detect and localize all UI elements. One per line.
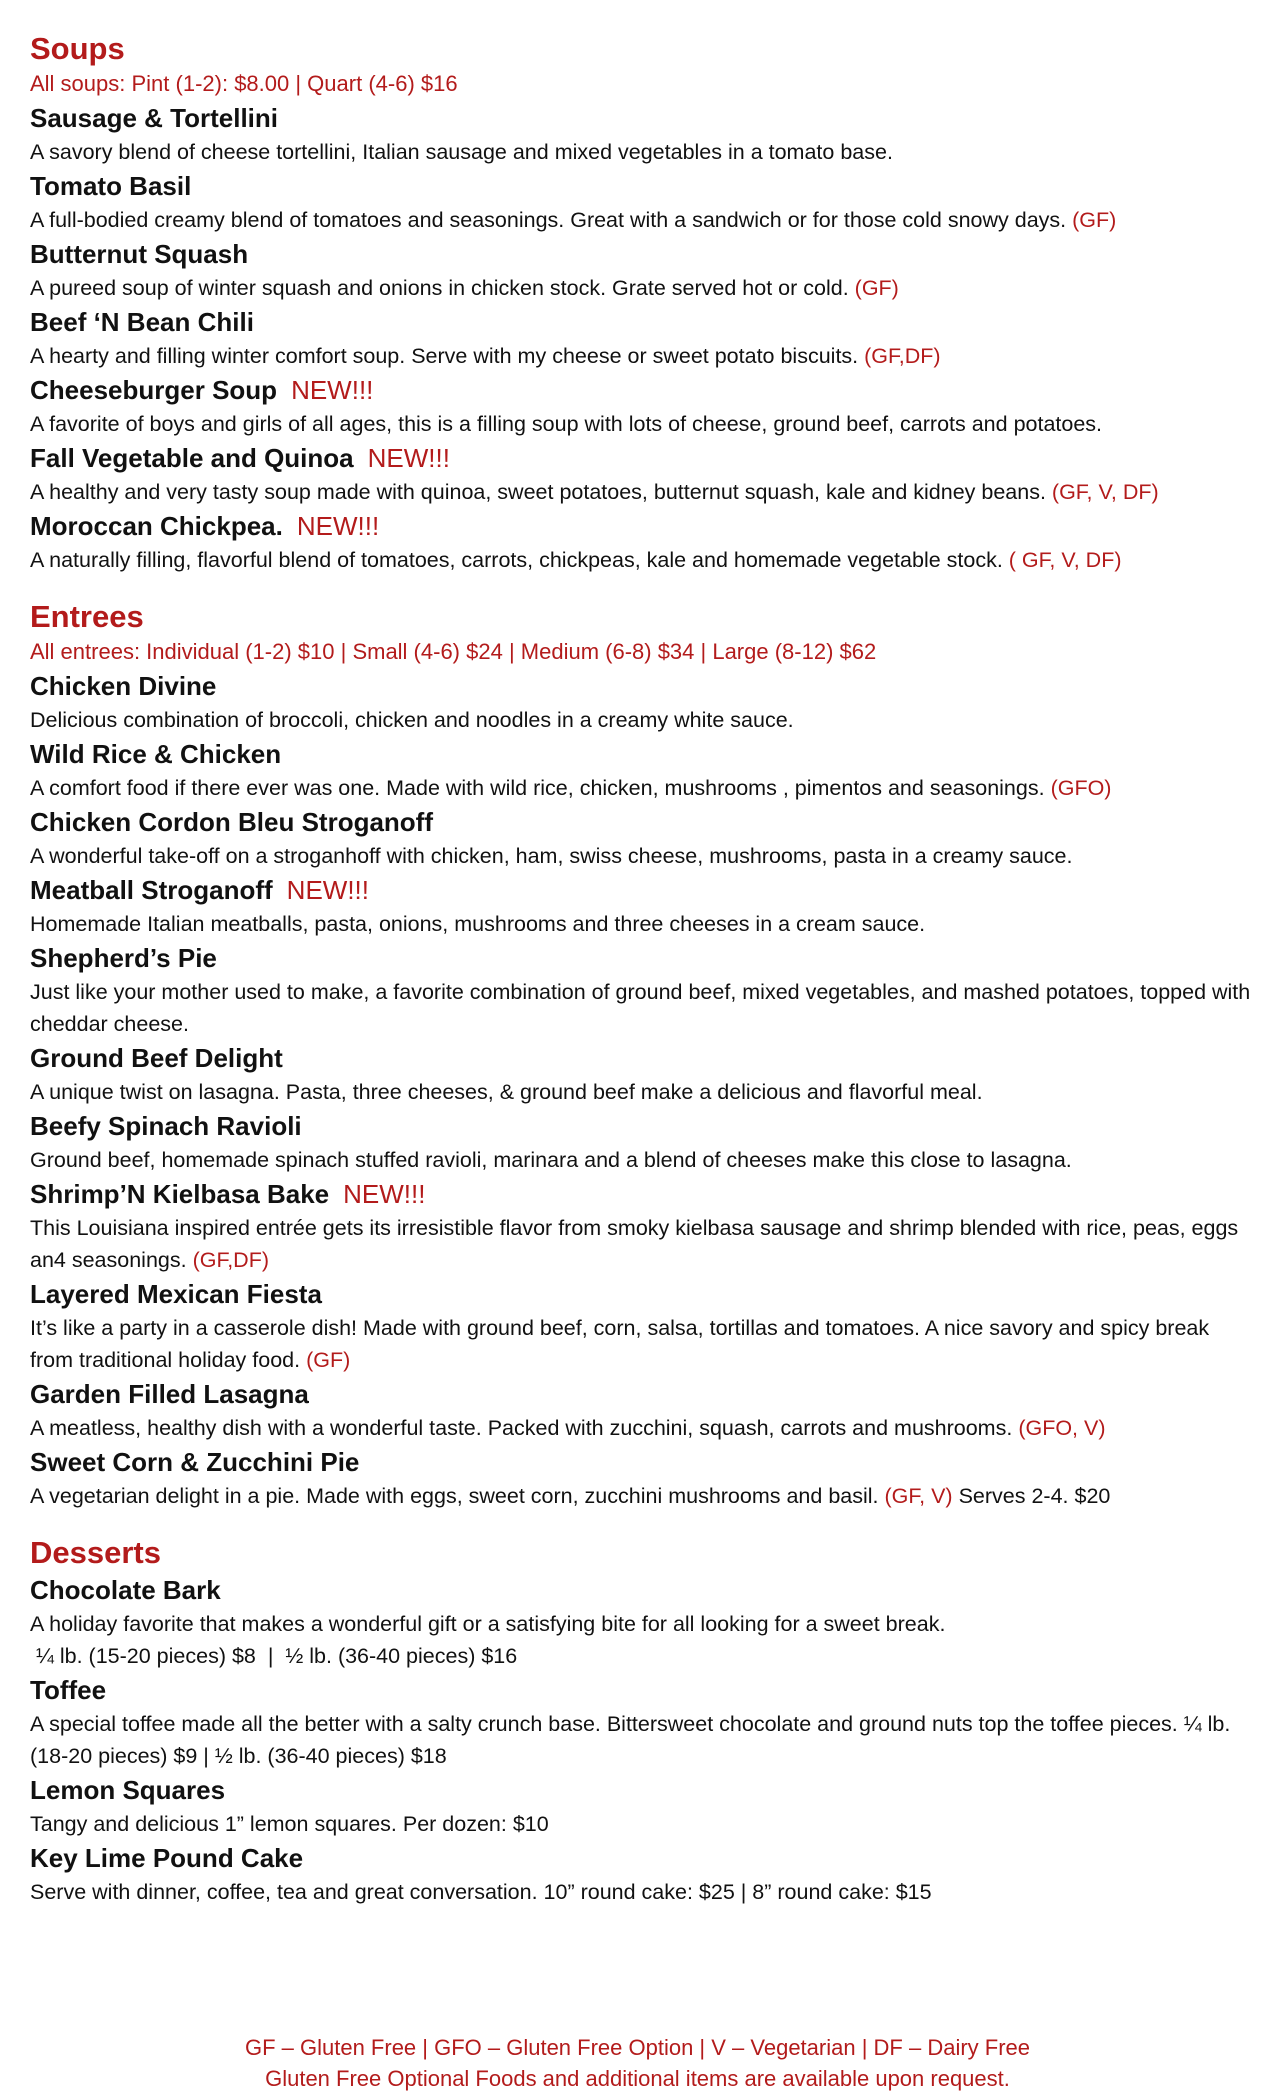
menu-item [30,304,1255,372]
item-name-row [30,736,1255,772]
item-description: A unique twist on lasagna. Pasta, three cheeses, & ground beef make a delicious and flavorful meal. [30,1080,983,1104]
item-name-row [30,1444,1255,1480]
item-name-row [30,1376,1255,1412]
new-badge: NEW!!! [343,1179,426,1209]
item-description-row [30,1076,1255,1108]
item-name: Shepherd’s Pie [30,943,217,973]
new-badge: NEW!!! [296,511,380,541]
item-name: Cheeseburger Soup [30,375,278,405]
item-description: Just like your mother used to make, a favorite combination of ground beef, mixed vegetables, and mashed potatoes, topped with cheddar cheese. [30,980,1251,1036]
section-title: Entrees [30,599,144,634]
item-description-row [30,1876,1255,1908]
new-badge: NEW!!! [286,875,370,905]
item-name-row [30,1572,1255,1608]
item-description-row [30,772,1255,804]
dietary-tag: (GF, V, DF) [1051,480,1159,504]
item-name-row [30,804,1255,840]
menu-item [30,1276,1255,1376]
item-description-row [30,544,1255,576]
section-title: Soups [30,31,125,66]
availability-note: Gluten Free Optional Foods and additional items are available upon request. [265,2066,1010,2091]
item-description: A meatless, healthy dish with a wonderful taste. Packed with zucchini, squash, carrots and mushrooms. [30,1416,1013,1440]
menu-item [30,1040,1255,1108]
item-name: Toffee [30,1675,107,1705]
item-name: Sweet Corn & Zucchini Pie [30,1447,360,1477]
dietary-tag: (GF, V) [884,1484,953,1508]
section-entrees [30,598,1255,1512]
dietary-tag: ( GF, V, DF) [1008,548,1122,572]
item-description-row [30,1608,1255,1672]
item-name: Key Lime Pound Cake [30,1843,304,1873]
item-name: Shrimp’N Kielbasa Bake [30,1179,330,1209]
item-description-row [30,408,1255,440]
item-description-row [30,908,1255,940]
item-description-row [30,1144,1255,1176]
menu-item [30,168,1255,236]
item-name-row [30,1772,1255,1808]
item-description: This Louisiana inspired entrée gets its irresistible flavor from smoky kielbasa sausage and shrimp blended with rice, peas, eggs an4 seasonings. [30,1216,1239,1272]
item-name-row [30,1040,1255,1076]
section-desserts [30,1534,1255,1908]
menu-item [30,1572,1255,1672]
item-description-row [30,840,1255,872]
item-description: A special toffee made all the better with a salty crunch base. Bittersweet chocolate and ground nuts top the toffee pieces. ¼ lb. (18-20 pieces) $9 | ½ lb. (36-40 pieces) $18 [30,1712,1231,1768]
item-description: A pureed soup of winter squash and onions in chicken stock. Grate served hot or cold. [30,276,849,300]
item-description-row [30,272,1255,304]
menu-item [30,1672,1255,1772]
menu-item [30,940,1255,1040]
item-name-row [30,304,1255,340]
item-description: A naturally filling, flavorful blend of tomatoes, carrots, chickpeas, kale and homemade vegetable stock. [30,548,1003,572]
item-name: Chicken Divine [30,671,217,701]
menu-item [30,100,1255,168]
item-name: Chocolate Bark [30,1575,221,1605]
item-name: Wild Rice & Chicken [30,739,282,769]
item-description-row [30,1412,1255,1444]
item-name-row [30,1176,1255,1212]
item-name-row [30,1672,1255,1708]
item-name-row [30,1276,1255,1312]
item-description-row [30,976,1255,1040]
section-title: Desserts [30,1535,161,1570]
item-name-row [30,440,1255,476]
item-description: A favorite of boys and girls of all ages, this is a filling soup with lots of cheese, ground beef, carrots and potatoes. [30,412,1103,436]
item-name-row [30,372,1255,408]
item-description-row [30,136,1255,168]
item-name-row [30,940,1255,976]
dietary-tag: (GF,DF) [864,344,941,368]
item-name: Beefy Spinach Ravioli [30,1111,302,1141]
item-description-row [30,476,1255,508]
item-name: Moroccan Chickpea. [30,511,283,541]
item-name: Fall Vegetable and Quinoa [30,443,354,473]
item-name-row [30,872,1255,908]
item-name: Sausage & Tortellini [30,103,279,133]
item-name: Chicken Cordon Bleu Stroganoff [30,807,433,837]
item-name-row [30,236,1255,272]
menu-item [30,872,1255,940]
item-description: A full-bodied creamy blend of tomatoes and seasonings. Great with a sandwich or for those cold snowy days. [30,208,1067,232]
item-name-row [30,168,1255,204]
menu-item [30,440,1255,508]
item-description: A hearty and filling winter comfort soup. Serve with my cheese or sweet potato biscuits. [30,344,859,368]
item-description-row [30,1480,1255,1512]
item-description-row [30,340,1255,372]
item-name: Tomato Basil [30,171,192,201]
item-description: Serve with dinner, coffee, tea and great conversation. 10” round cake: $25 | 8” round cake: $15 [30,1880,932,1904]
item-serving-price: Serves 2-4. $20 [958,1484,1111,1508]
item-description: A healthy and very tasty soup made with quinoa, sweet potatoes, butternut squash, kale and kidney beans. [30,480,1046,504]
item-description-row [30,1708,1255,1772]
item-name-row [30,1840,1255,1876]
item-description: A wonderful take-off on a stroganhoff with chicken, ham, swiss cheese, mushrooms, pasta in a creamy sauce. [30,844,1073,868]
item-name: Garden Filled Lasagna [30,1379,309,1409]
item-description: Tangy and delicious 1” lemon squares. Per dozen: $10 [30,1812,549,1836]
menu-item [30,668,1255,736]
item-description: A holiday favorite that makes a wonderful gift or a satisfying bite for all looking for a sweet break. [30,1612,946,1636]
menu-item [30,1176,1255,1276]
dietary-legend: GF – Gluten Free | GFO – Gluten Free Option | V – Vegetarian | DF – Dairy Free [244,2035,1031,2060]
menu-item [30,804,1255,872]
item-description-row [30,1312,1255,1376]
item-name-row [30,668,1255,704]
menu-page [30,30,1255,1930]
menu-item [30,1840,1255,1908]
item-description-row [30,1808,1255,1840]
item-description: A savory blend of cheese tortellini, Italian sausage and mixed vegetables in a tomato base. [30,140,893,164]
menu-footer [0,2032,1275,2094]
item-name-row [30,508,1255,544]
item-description-row [30,204,1255,236]
item-description-row [30,1212,1255,1276]
item-description: A vegetarian delight in a pie. Made with eggs, sweet corn, zucchini mushrooms and basil. [30,1484,879,1508]
item-description: Delicious combination of broccoli, chicken and noodles in a creamy white sauce. [30,708,794,732]
dietary-tag: (GFO) [1050,776,1112,800]
item-name: Lemon Squares [30,1775,226,1805]
item-description: It’s like a party in a casserole dish! Made with ground beef, corn, salsa, tortillas and tomatoes. A nice savory and spicy break from traditional holiday food. [30,1316,1210,1372]
item-name: Ground Beef Delight [30,1043,283,1073]
item-name: Layered Mexican Fiesta [30,1279,322,1309]
item-price-line: ¼ lb. (15-20 pieces) $8 | ½ lb. (36-40 pieces) $16 [30,1644,518,1668]
new-badge: NEW!!! [291,375,374,405]
item-name: Meatball Stroganoff [30,875,273,905]
section-pricing: All entrees: Individual (1-2) $10 | Small (4-6) $24 | Medium (6-8) $34 | Large (8-12) $62 [30,639,877,664]
item-name-row [30,100,1255,136]
dietary-tag: (GFO, V) [1018,1416,1106,1440]
section-soups [30,30,1255,576]
menu-item [30,736,1255,804]
item-description: A comfort food if there ever was one. Made with wild rice, chicken, mushrooms , pimentos and seasonings. [30,776,1045,800]
menu-item [30,236,1255,304]
new-badge: NEW!!! [367,443,450,473]
menu-item [30,1772,1255,1840]
menu-item [30,1376,1255,1444]
item-description-row [30,704,1255,736]
item-name: Butternut Squash [30,239,249,269]
menu-item [30,1444,1255,1512]
item-description: Ground beef, homemade spinach stuffed ravioli, marinara and a blend of cheeses make this close to lasagna. [30,1148,1072,1172]
item-name-row [30,1108,1255,1144]
section-pricing: All soups: Pint (1-2): $8.00 | Quart (4-6) $16 [30,71,458,96]
item-name: Beef ‘N Bean Chili [30,307,254,337]
menu-item [30,372,1255,440]
menu-item [30,508,1255,576]
dietary-tag: (GF) [1072,208,1117,232]
dietary-tag: (GF) [306,1348,351,1372]
item-description: Homemade Italian meatballs, pasta, onions, mushrooms and three cheeses in a cream sauce. [30,912,926,936]
dietary-tag: (GF,DF) [192,1248,270,1272]
dietary-tag: (GF) [854,276,899,300]
menu-item [30,1108,1255,1176]
